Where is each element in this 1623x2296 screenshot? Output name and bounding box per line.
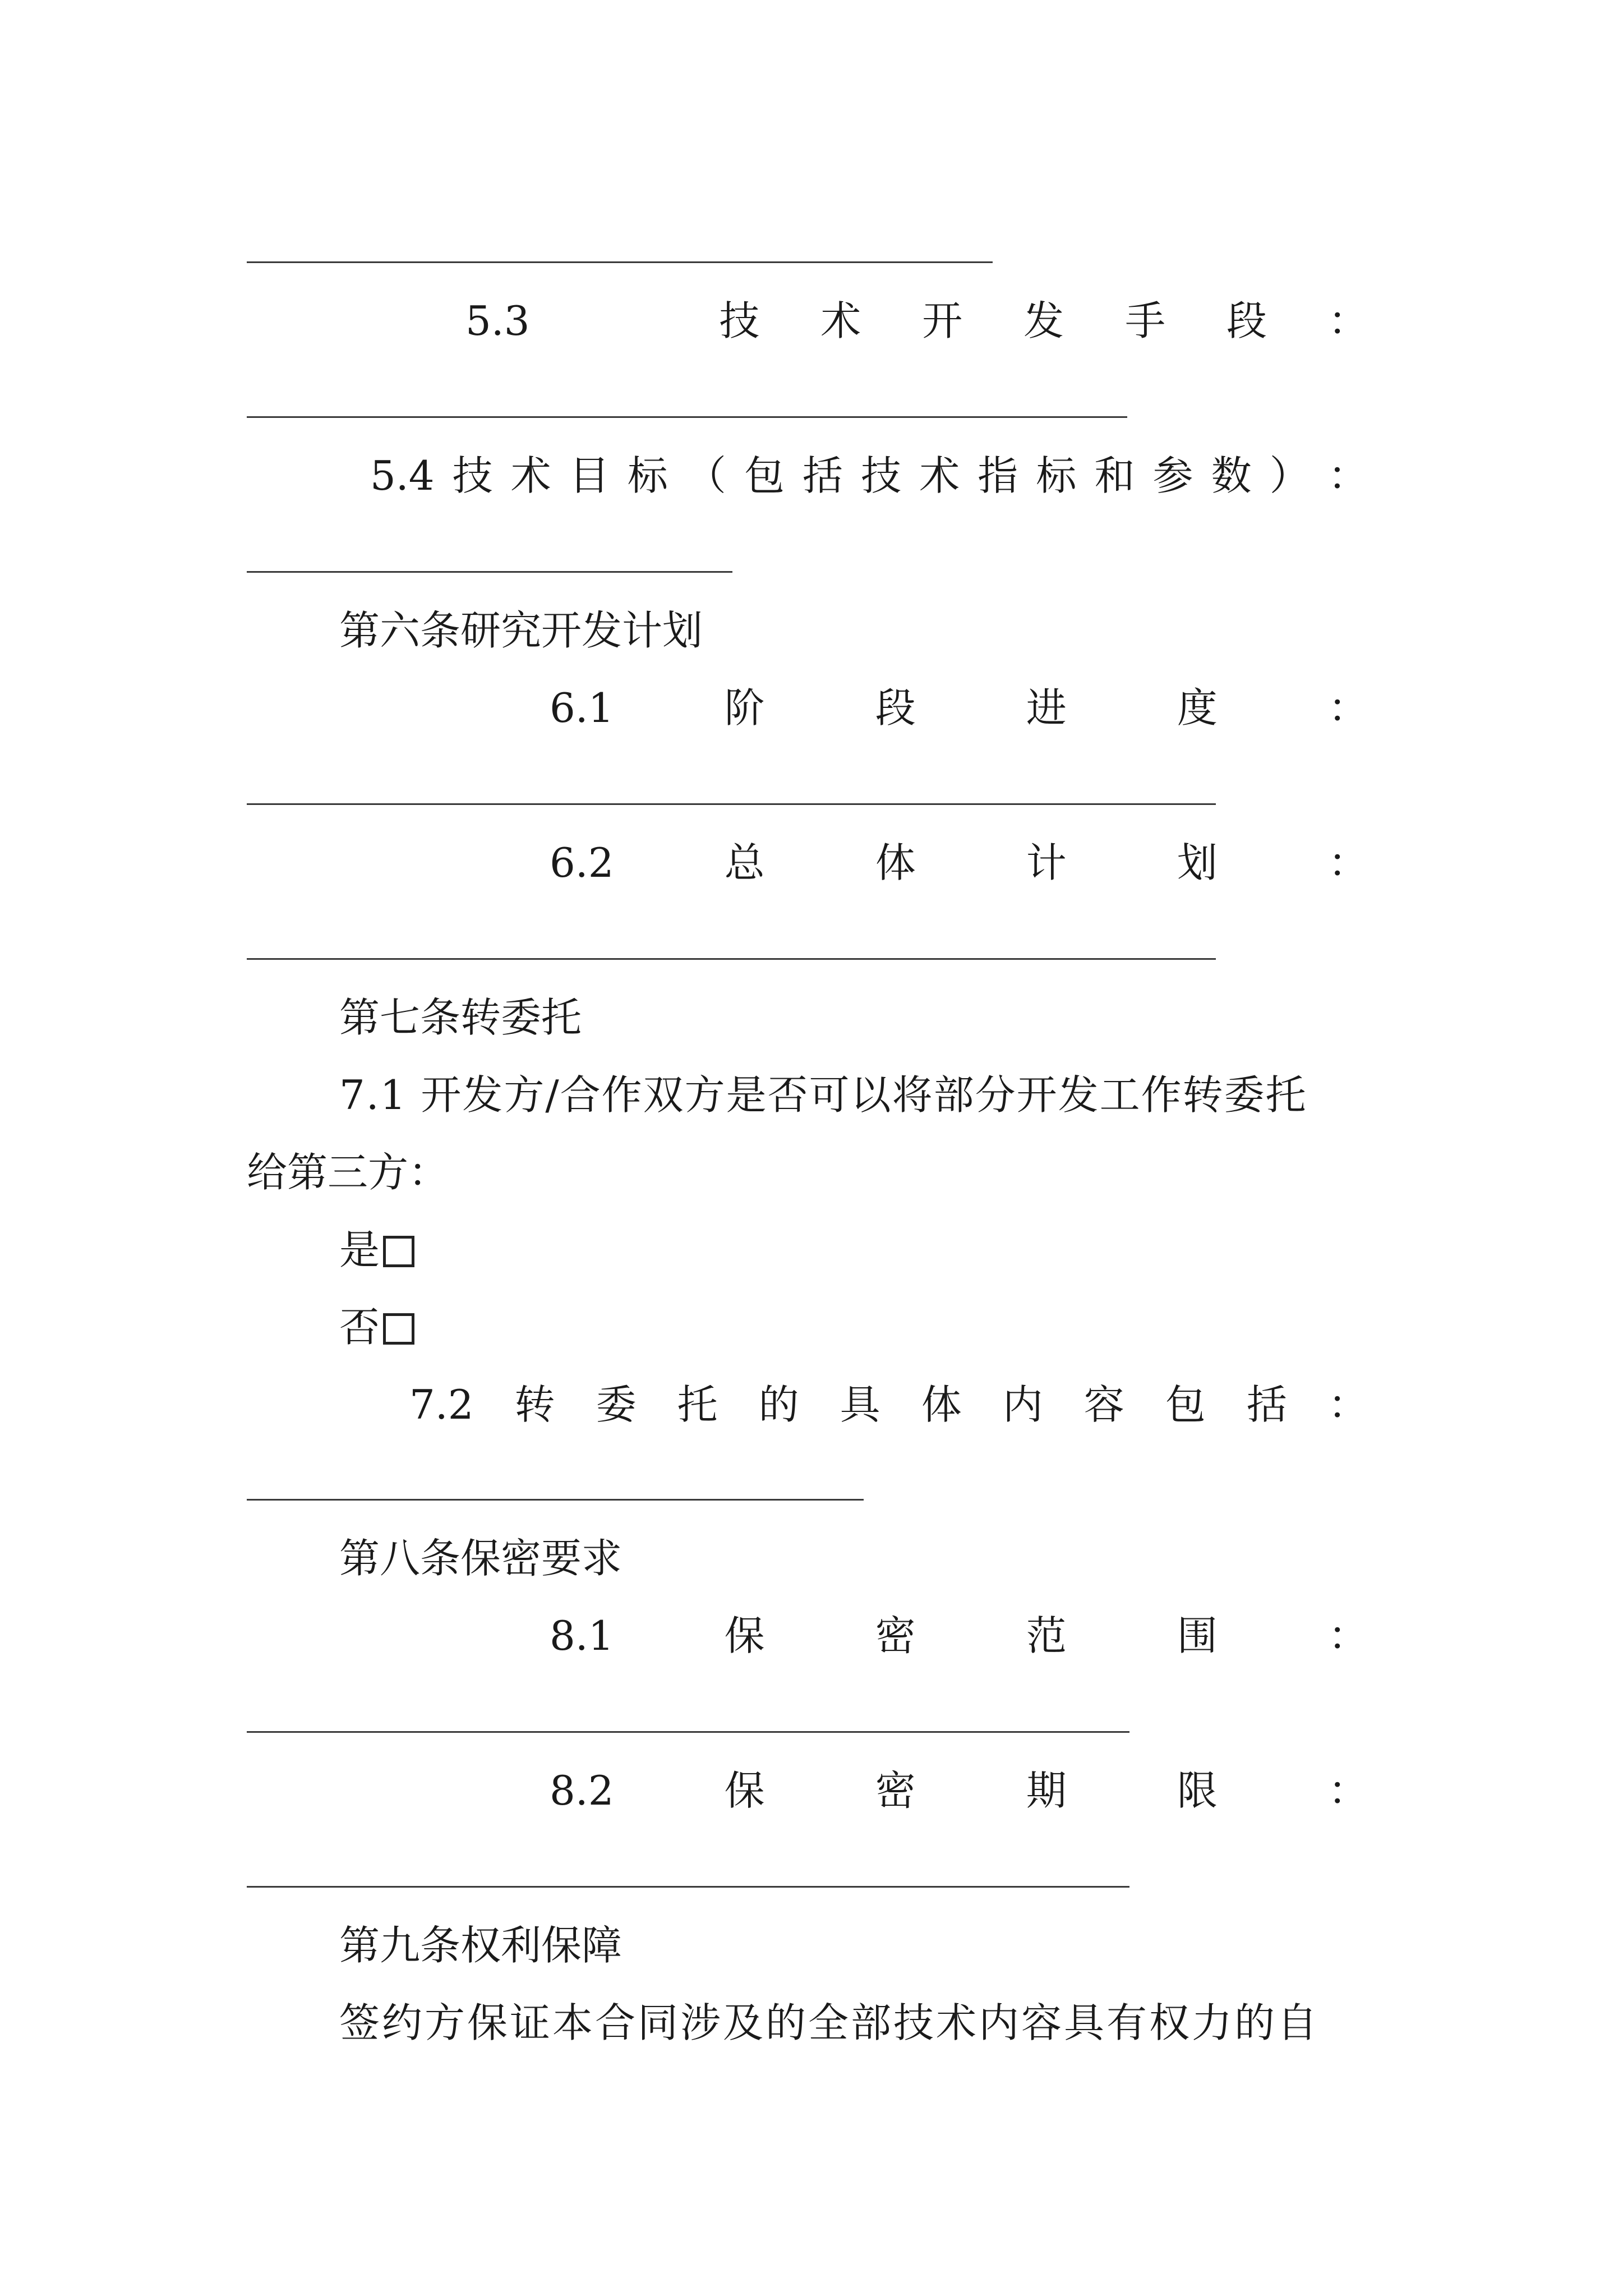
no-checkbox[interactable] [383, 1313, 414, 1345]
clause-number: 8.2 [550, 1767, 614, 1814]
option-yes[interactable] [339, 1222, 414, 1278]
article-heading: 第九条权利保障 [339, 1922, 623, 1969]
fill-in-line [247, 803, 1216, 805]
clause-7-1-continued: 给第三方： [247, 1149, 449, 1196]
colon: ： [1327, 839, 1368, 886]
option-no-label: 否 [339, 1304, 380, 1351]
colon: ： [1327, 1381, 1368, 1428]
clause-7-1: 7.1 开发方/合作双方是否可以将部分开发工作转委托 [339, 1071, 1307, 1119]
clause-7-2: 7.2 转 委 托 的 具 体 内 容 包 括 ： [409, 1377, 1368, 1433]
clause-5-3: 5.3 技 术 开 发 手 段 ： [465, 293, 1368, 349]
clause-number: 8.1 [550, 1612, 614, 1659]
colon: ： [1327, 1612, 1368, 1659]
clause-number: 5.4 [370, 452, 435, 499]
option-no[interactable] [339, 1299, 414, 1355]
clause-6-2: 6.2 总 体 计 划 ： [550, 835, 1368, 891]
colon: ： [1327, 452, 1368, 499]
article-9-body: 签约方保证本合同涉及的全部技术内容具有权力的自 [339, 1999, 1320, 2046]
colon: ： [1327, 684, 1368, 731]
fill-in-line [247, 1499, 864, 1501]
fill-in-line [247, 571, 732, 573]
yes-checkbox[interactable] [383, 1236, 414, 1267]
colon: ： [1327, 1767, 1368, 1814]
clause-number: 6.1 [550, 684, 614, 731]
fill-in-line [247, 261, 993, 263]
fill-in-line [247, 958, 1216, 960]
clause-6-1: 6.1 阶 段 进 度 ： [550, 680, 1368, 736]
clause-number: 7.2 [409, 1381, 474, 1428]
article-heading: 第八条保密要求 [339, 1535, 623, 1582]
fill-in-line [247, 416, 1127, 418]
option-yes-label: 是 [339, 1226, 380, 1273]
clause-number: 6.2 [550, 839, 614, 886]
article-heading: 第六条研究开发计划 [339, 607, 703, 654]
fill-in-line [247, 1731, 1129, 1733]
clause-8-1: 8.1 保 密 范 围 ： [550, 1608, 1368, 1664]
fill-in-line [247, 1886, 1129, 1888]
article-heading: 第七条转委托 [339, 994, 582, 1041]
clause-number: 5.3 [465, 297, 530, 344]
clause-8-2: 8.2 保 密 期 限 ： [550, 1763, 1368, 1819]
colon: ： [1327, 297, 1368, 344]
clause-5-4: 5.4 技 术 目 标 （ 包 括 技 术 指 标 和 参 数 ） ： [370, 448, 1368, 504]
